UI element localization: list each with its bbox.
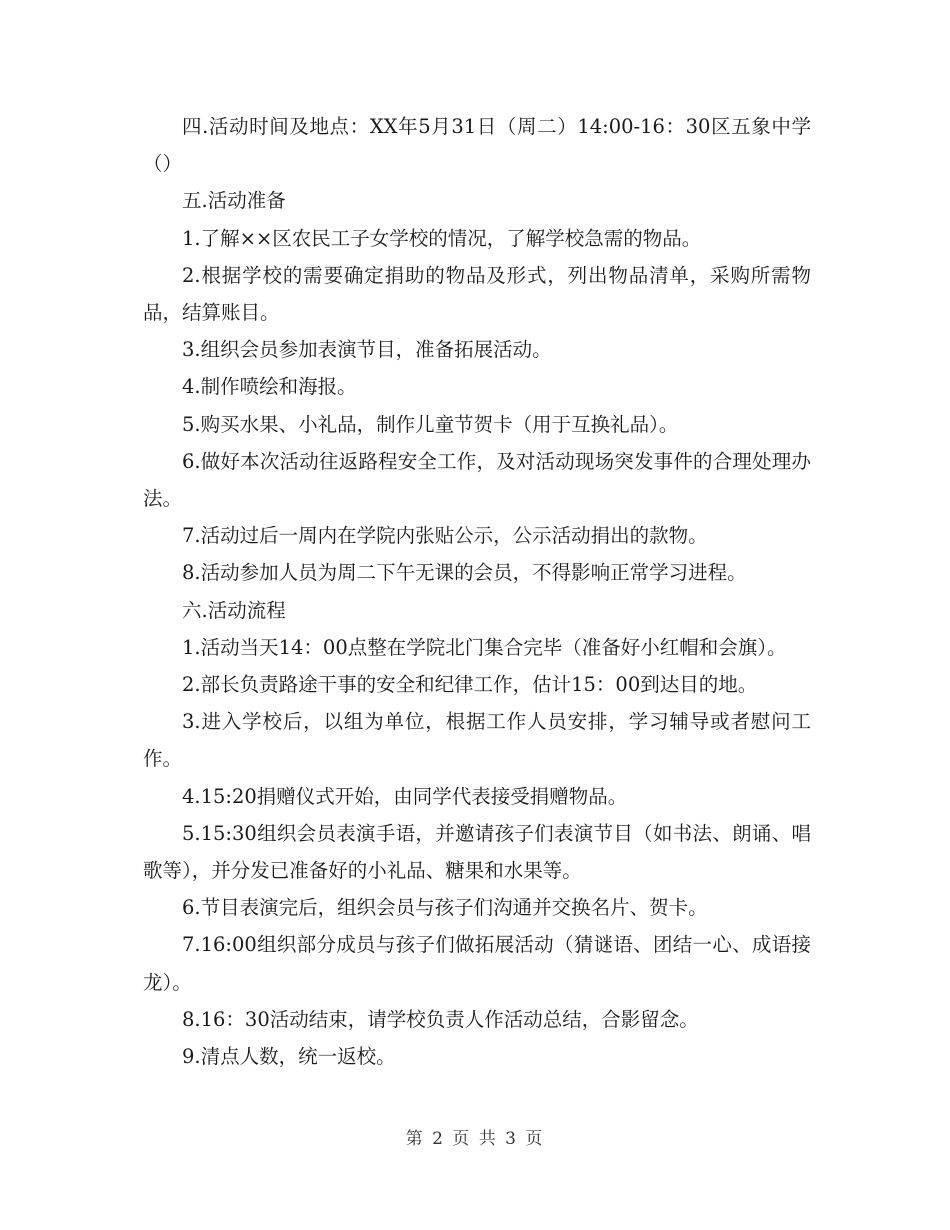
prep-item-3: 3.组织会员参加表演节目，准备拓展活动。 bbox=[182, 338, 552, 362]
paragraph-time-location: 四.活动时间及地点：XX年5月31日（周二）14:00-16：30区五象中学（） bbox=[143, 115, 811, 176]
process-item-5: 5.15:30组织会员表演手语，并邀请孩子们表演节目（如书法、朗诵、唱歌等），并分发已准备好的小礼品、糖果和水果等。 bbox=[143, 821, 811, 883]
process-item-1: 1.活动当天14：00点整在学院北门集合完毕（准备好小红帽和会旗）。 bbox=[182, 635, 787, 659]
prep-item-4: 4.制作喷绘和海报。 bbox=[182, 375, 357, 399]
process-item-4: 4.15:20捐赠仪式开始，由同学代表接受捐赠物品。 bbox=[182, 784, 628, 808]
prep-item-6: 6.做好本次活动往返路程安全工作，及对活动现场突发事件的合理处理办法。 bbox=[143, 449, 811, 511]
prep-item-2: 2.根据学校的需要确定捐助的物品及形式，列出物品清单，采购所需物品，结算账目。 bbox=[143, 263, 811, 325]
process-item-6: 6.节目表演完后，组织会员与孩子们沟通并交换名片、贺卡。 bbox=[182, 896, 708, 920]
page-number-footer: 第 2 页 共 3 页 bbox=[405, 1129, 545, 1149]
process-item-3: 3.进入学校后，以组为单位，根据工作人员安排，学习辅导或者慰问工作。 bbox=[143, 710, 811, 771]
prep-item-8: 8.活动参加人员为周二下午无课的会员，不得影响正常学习进程。 bbox=[182, 561, 747, 585]
prep-item-7: 7.活动过后一周内在学院内张贴公示，公示活动捐出的款物。 bbox=[182, 524, 708, 548]
prep-item-1: 1.了解××区农民工子女学校的情况，了解学校急需的物品。 bbox=[182, 226, 702, 250]
heading-process: 六.活动流程 bbox=[182, 598, 286, 622]
process-item-7: 7.16:00组织部分成员与孩子们做拓展活动（猜谜语、团结一心、成语接龙）。 bbox=[143, 933, 811, 994]
process-item-2: 2.部长负责路途干事的安全和纪律工作，估计15：00到达目的地。 bbox=[182, 673, 758, 697]
process-item-8: 8.16：30活动结束，请学校负责人作活动总结，合影留念。 bbox=[182, 1007, 699, 1031]
document-body bbox=[143, 108, 811, 1075]
process-item-9: 9.清点人数，统一返校。 bbox=[182, 1045, 396, 1069]
heading-preparation: 五.活动准备 bbox=[182, 189, 286, 213]
prep-item-5: 5.购买水果、小礼品，制作儿童节贺卡（用于互换礼品）。 bbox=[182, 412, 679, 436]
